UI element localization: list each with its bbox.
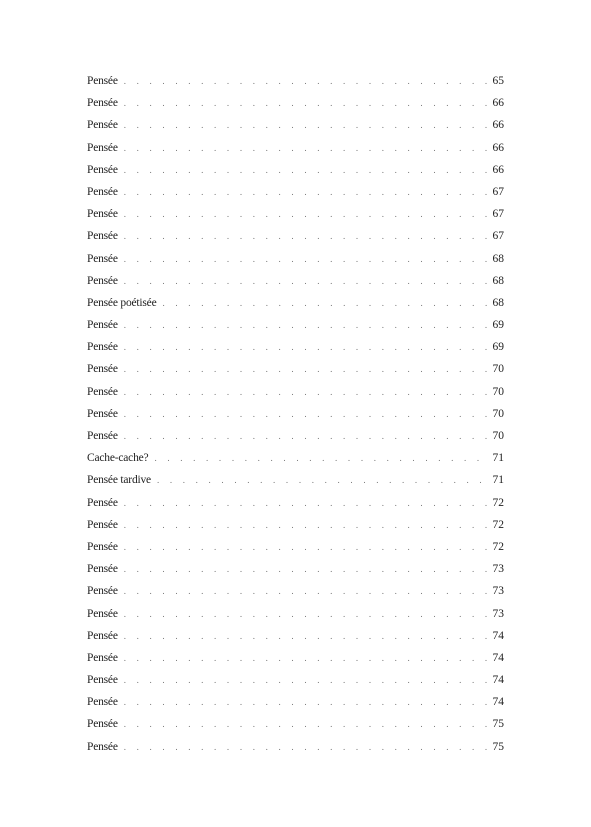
toc-entry[interactable] bbox=[87, 270, 504, 292]
dot-leader bbox=[124, 381, 490, 403]
toc-entry-page-number: 72 bbox=[492, 496, 504, 509]
toc-entry-page-number: 75 bbox=[492, 718, 504, 731]
toc-entry-page-number: 71 bbox=[492, 452, 504, 465]
toc-entry[interactable] bbox=[87, 403, 504, 425]
toc-entry-page-number: 66 bbox=[492, 141, 504, 154]
toc-entry-title: Pensée bbox=[87, 563, 118, 576]
toc-entry-page-number: 70 bbox=[492, 407, 504, 420]
table-of-contents bbox=[87, 70, 504, 758]
toc-entry-title: Pensée bbox=[87, 230, 118, 243]
toc-entry-title: Pensée bbox=[87, 119, 118, 132]
toc-entry-title: Pensée bbox=[87, 496, 118, 509]
toc-entry-title: Pensée bbox=[87, 430, 118, 442]
toc-entry-title: Pensée poétisée bbox=[87, 296, 157, 309]
dot-leader bbox=[157, 469, 490, 491]
toc-entry-page-number: 67 bbox=[492, 185, 504, 198]
dot-leader bbox=[124, 691, 490, 713]
toc-entry-page-number: 73 bbox=[492, 563, 504, 576]
toc-entry-title: Pensée bbox=[87, 718, 118, 731]
toc-entry-page-number: 73 bbox=[492, 607, 504, 620]
toc-entry-page-number: 73 bbox=[492, 585, 504, 598]
toc-entry[interactable] bbox=[87, 514, 504, 536]
toc-entry[interactable] bbox=[87, 736, 504, 758]
dot-leader bbox=[124, 92, 490, 114]
toc-entry-page-number: 74 bbox=[492, 629, 504, 642]
toc-entry-page-number: 65 bbox=[492, 75, 504, 87]
toc-entry[interactable] bbox=[87, 580, 504, 602]
toc-entry-page-number: 72 bbox=[492, 518, 504, 531]
toc-entry-page-number: 70 bbox=[492, 363, 504, 376]
toc-entry-title: Pensée bbox=[87, 208, 118, 221]
toc-entry-title: Pensée bbox=[87, 363, 118, 376]
toc-entry-title: Pensée bbox=[87, 585, 118, 598]
toc-entry-page-number: 69 bbox=[492, 341, 504, 354]
toc-entry-title: Pensée bbox=[87, 75, 118, 87]
toc-entry[interactable] bbox=[87, 92, 504, 114]
toc-entry-page-number: 66 bbox=[492, 97, 504, 110]
dot-leader bbox=[124, 736, 490, 758]
toc-entry-title: Pensée bbox=[87, 740, 118, 753]
dot-leader bbox=[124, 713, 490, 735]
toc-entry-page-number: 67 bbox=[492, 230, 504, 243]
toc-entry-title: Pensée bbox=[87, 274, 118, 287]
toc-entry-title: Pensée bbox=[87, 629, 118, 642]
toc-entry-page-number: 68 bbox=[492, 274, 504, 287]
toc-entry-page-number: 69 bbox=[492, 319, 504, 332]
toc-entry-title: Cache-cache? bbox=[87, 452, 149, 465]
toc-entry-page-number: 74 bbox=[492, 674, 504, 687]
toc-entry-page-number: 66 bbox=[492, 163, 504, 176]
toc-entry-title: Pensée bbox=[87, 674, 118, 687]
toc-entry[interactable] bbox=[87, 114, 504, 136]
toc-entry[interactable] bbox=[87, 603, 504, 625]
dot-leader bbox=[124, 114, 490, 136]
dot-leader bbox=[124, 314, 490, 336]
toc-entry-page-number: 74 bbox=[492, 696, 504, 709]
dot-leader bbox=[124, 336, 490, 358]
toc-entry[interactable] bbox=[87, 647, 504, 669]
toc-entry[interactable] bbox=[87, 248, 504, 270]
toc-entry-title: Pensée bbox=[87, 163, 118, 176]
dot-leader bbox=[124, 403, 490, 425]
toc-entry-page-number: 72 bbox=[492, 540, 504, 553]
dot-leader bbox=[124, 137, 490, 159]
toc-entry[interactable] bbox=[87, 314, 504, 336]
dot-leader bbox=[124, 203, 490, 225]
toc-entry-page-number: 70 bbox=[492, 385, 504, 398]
toc-entry-title: Pensée bbox=[87, 252, 118, 265]
toc-entry[interactable] bbox=[87, 159, 504, 181]
dot-leader bbox=[124, 270, 490, 292]
dot-leader bbox=[124, 603, 490, 625]
toc-entry-title: Pensée tardive bbox=[87, 474, 151, 487]
toc-entry-title: Pensée bbox=[87, 518, 118, 531]
dot-leader bbox=[124, 358, 490, 380]
dot-leader bbox=[124, 647, 490, 669]
dot-leader bbox=[124, 181, 490, 203]
toc-entry-page-number: 68 bbox=[492, 252, 504, 265]
toc-entry[interactable] bbox=[87, 558, 504, 580]
toc-entry[interactable] bbox=[87, 536, 504, 558]
toc-entry[interactable] bbox=[87, 181, 504, 203]
toc-entry[interactable] bbox=[87, 225, 504, 247]
toc-entry-page-number: 68 bbox=[492, 296, 504, 309]
dot-leader bbox=[154, 447, 489, 469]
toc-entry-title: Pensée bbox=[87, 141, 118, 154]
dot-leader bbox=[124, 669, 490, 691]
toc-entry[interactable] bbox=[87, 492, 504, 514]
toc-entry-title: Pensée bbox=[87, 651, 118, 664]
dot-leader bbox=[124, 70, 490, 92]
dot-leader bbox=[124, 425, 490, 447]
toc-entry[interactable] bbox=[87, 691, 504, 713]
toc-entry[interactable] bbox=[87, 447, 504, 469]
toc-entry[interactable] bbox=[87, 381, 504, 403]
toc-entry[interactable] bbox=[87, 70, 504, 92]
toc-entry[interactable] bbox=[87, 358, 504, 380]
toc-entry[interactable] bbox=[87, 336, 504, 358]
toc-entry-page-number: 67 bbox=[492, 208, 504, 221]
dot-leader bbox=[124, 248, 490, 270]
dot-leader bbox=[124, 536, 490, 558]
toc-entry-title: Pensée bbox=[87, 97, 118, 110]
toc-entry-page-number: 74 bbox=[492, 651, 504, 664]
toc-entry[interactable] bbox=[87, 292, 504, 314]
dot-leader bbox=[124, 580, 490, 602]
toc-entry-title: Pensée bbox=[87, 185, 118, 198]
toc-entry-title: Pensée bbox=[87, 696, 118, 709]
toc-entry[interactable] bbox=[87, 425, 504, 447]
toc-entry-title: Pensée bbox=[87, 385, 118, 398]
dot-leader bbox=[124, 514, 490, 536]
toc-entry-page-number: 75 bbox=[492, 740, 504, 753]
toc-entry[interactable] bbox=[87, 713, 504, 735]
dot-leader bbox=[163, 292, 490, 314]
toc-entry-page-number: 70 bbox=[492, 430, 504, 442]
toc-entry-page-number: 66 bbox=[492, 119, 504, 132]
dot-leader bbox=[124, 159, 490, 181]
dot-leader bbox=[124, 225, 490, 247]
dot-leader bbox=[124, 558, 490, 580]
toc-entry-title: Pensée bbox=[87, 540, 118, 553]
toc-entry[interactable] bbox=[87, 669, 504, 691]
dot-leader bbox=[124, 625, 490, 647]
toc-entry[interactable] bbox=[87, 203, 504, 225]
toc-entry-title: Pensée bbox=[87, 407, 118, 420]
toc-entry-title: Pensée bbox=[87, 341, 118, 354]
dot-leader bbox=[124, 492, 490, 514]
toc-entry[interactable] bbox=[87, 469, 504, 491]
toc-entry[interactable] bbox=[87, 137, 504, 159]
toc-entry-title: Pensée bbox=[87, 319, 118, 332]
toc-entry-page-number: 71 bbox=[492, 474, 504, 487]
toc-entry-title: Pensée bbox=[87, 607, 118, 620]
toc-entry[interactable] bbox=[87, 625, 504, 647]
